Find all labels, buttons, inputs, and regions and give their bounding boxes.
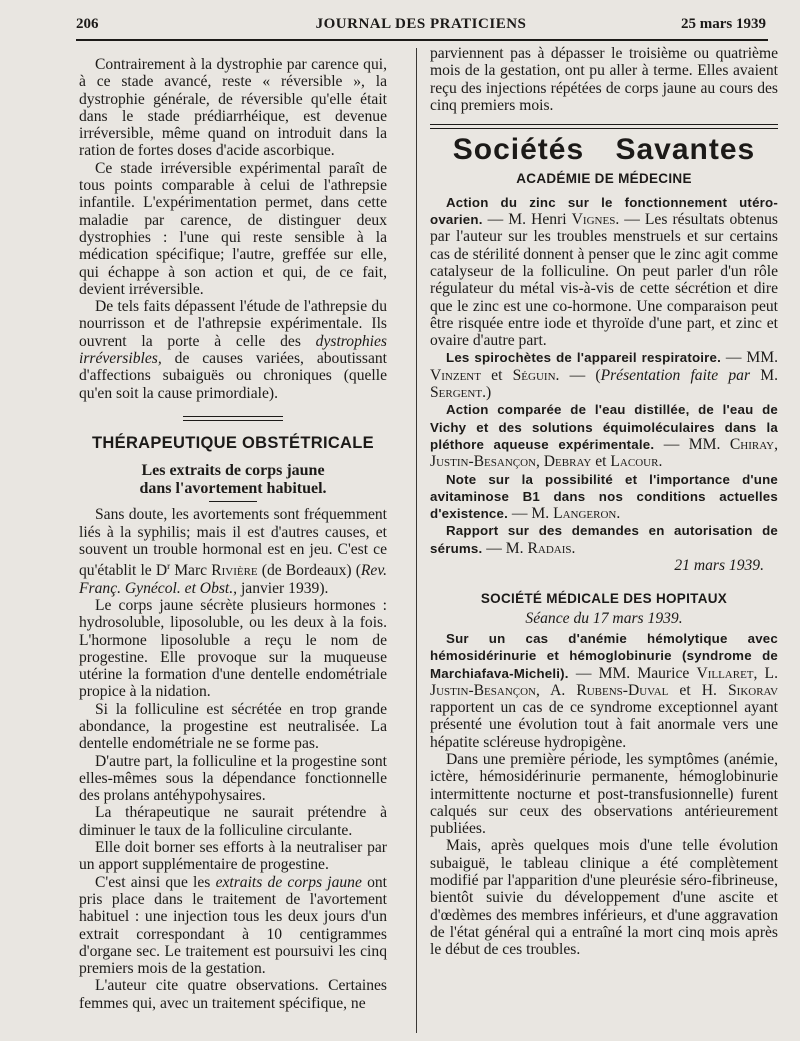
section-banner-title: Sociétés Savantes <box>452 133 756 167</box>
title-rule <box>209 501 257 502</box>
header-rule <box>76 39 768 41</box>
italic-run: extraits de corps jaune <box>215 873 362 891</box>
author-name: Radais <box>527 539 572 557</box>
text-run: . <box>658 453 663 471</box>
author-name: Sikorav <box>727 681 779 699</box>
paragraph: Ce stade irréversible expérimental paraît de tous points comparable à celui de l'athrepsie infantile. L'expérimentation permet, dans cette maladie par carence, de distinguer deux dystrophies : l'une qui reste sensible à la médication spécifique; l'autre, greffée sur elle, qui échappe à son action et qui, de ce fait, devient irréversible. <box>79 159 387 298</box>
text-run: ont pris place dans le traitement de l'avortement habituel : une injection tous les deux jours d'un extrait correspondant à 10 centigrammes d'organe sec. Le traitement est poursuivi les cinq premiers mois de la gestation. <box>79 873 388 978</box>
paragraph <box>79 874 387 978</box>
author-name: Vinzent <box>430 366 481 384</box>
paragraph <box>79 298 387 402</box>
column-divider <box>416 48 417 1033</box>
communication-item <box>430 349 778 401</box>
article-title <box>79 462 387 498</box>
paragraph: D'autre part, la folliculine et la progestine sont elles-mêmes sous la dépendance fonctionnelle des prolans antéhypohysaires. <box>79 752 387 805</box>
session-title: Séance du 17 mars 1939. <box>525 609 683 627</box>
section-separator <box>183 416 283 421</box>
text-run: — M. Henri <box>482 211 572 229</box>
society-heading: ACADÉMIE DE MÉDECINE <box>516 171 692 187</box>
text-run: — MM. <box>721 349 778 367</box>
paragraph <box>79 506 387 597</box>
society-heading: SOCIÉTÉ MÉDICALE DES HOPITAUX <box>480 591 728 607</box>
text-run: Sans doute, les avortements sont fréquemment liés à la syphilis; mais il est d'autres causes, et souvent un trouble hormonal est en jeu. C'est ce qu'établit le D <box>79 506 387 580</box>
text-run: et <box>480 366 513 384</box>
italic-run: dystrophies irréversibles, <box>79 332 387 368</box>
text-run: . — Les résultats obtenus par l'auteur sur les troubles menstruels et sur certains cas de stérilité donnent à penser que le zinc agit comme catalyseur de la folliculine. On peut parler d'un rôle régulateur du métal vis-à-vis de cette sécrétion et dire que le zinc est une co-hormone. Une comparaison peut être risquée entre iode et thyroïde d'une part, et zinc et ovaire d'autre part. <box>430 211 778 350</box>
text-run: C'est ainsi que les <box>95 873 216 891</box>
text-run: . <box>571 539 576 557</box>
text-run: — M. <box>482 539 528 557</box>
communication-title: Action comparée de l'eau distillée, de l'eau de Vichy et des solutions équimoléculaires dans la pléthore aqueuse expérimentale. <box>430 402 778 452</box>
communication-item <box>430 471 778 523</box>
communication-title: Les spirochètes de l'appareil respiratoire. <box>446 350 722 366</box>
text-run: (de Bordeaux) ( <box>257 562 361 580</box>
paragraph: Si la folliculine est sécrétée en trop grande abondance, la progestine est neutralisée. La dentelle endométriale ne se forme pas. <box>79 700 387 753</box>
article-title-line: Les extraits de corps jaune <box>141 462 325 480</box>
author-name: Vignes <box>571 211 616 229</box>
author-name: Rivière <box>211 562 258 580</box>
paragraph: Mais, après quelques mois d'une telle évolution subaiguë, le tableau clinique a été complètement modifié par l'apparition d'une pleurésie séro-fibrineuse, bientôt suivie du développement d'une ascite et d'œdèmes des membres inférieurs, et d'une aggravation de l'état général qui a entraîné la mort cinq mois après le début de ces troubles. <box>430 837 778 959</box>
right-column <box>430 45 778 959</box>
text-run: — MM. Maurice <box>568 664 697 682</box>
text-run: janvier 1939). <box>237 579 329 597</box>
text-run: et <box>591 453 611 471</box>
text-run: — M. <box>508 505 554 523</box>
text-run: . <box>616 505 621 523</box>
journal-title: JOURNAL DES PRATICIENS <box>315 16 527 32</box>
communication-item <box>430 401 778 470</box>
communication-title: Rapport sur des demandes en autorisation de sérums. <box>430 523 778 556</box>
paragraph: Dans une première période, les symptômes (anémie, ictère, hémosidérinurie permanente, hémoglobinurie intermittente nocturne et post-transfusionnelle) furent calqués sur ceux des observations antérieurement publiées. <box>430 750 778 838</box>
communication-title: Note sur la possibilité et l'importance d'une avitaminose B1 dans nos conditions actuelles d'existence. <box>430 471 778 522</box>
communication-item <box>430 522 778 557</box>
text-run: . — ( <box>555 366 601 384</box>
author-name: Lacour <box>610 453 659 471</box>
section-separator <box>430 124 778 129</box>
text-run: .) <box>482 384 492 402</box>
communication-item <box>430 630 778 751</box>
left-column <box>79 56 387 1012</box>
superscript: r <box>167 561 171 572</box>
paragraph: parviennent pas à dépasser le troisième ou quatrième mois de la gestation, ont pu aller à terme. Elles avaient reçu des injections répétées de corps jaune au cours des cinq premiers mois. <box>430 45 778 114</box>
running-header <box>76 16 766 38</box>
page-number: 206 <box>76 16 99 32</box>
communication-title: Sur un cas d'anémie hémolytique avec hémosidérinurie et hémoglobinurie (syndrome de Marchiafava-Micheli). <box>430 630 778 681</box>
text-run: M. <box>750 366 778 384</box>
author-name: Langeron <box>553 505 617 523</box>
text-run: De tels faits dépassent l'étude de l'athrepsie du nourrisson et de l'athrepsie expérimentale. Ils ouvrent la porte à celle des <box>79 298 387 350</box>
communication-item <box>430 194 778 350</box>
paragraph: Contrairement à la dystrophie par carence qui, à ce stade avancé, reste « réversible », la dystrophie générale, de réversible qu'elle était dans le stade prédiarrhéique, est devenue irréversible, même quand on introduit dans la ration de fortes doses d'acide ascorbique. <box>79 56 387 160</box>
author-name: Chiray, Justin-Besançon, Debray <box>430 435 778 471</box>
text-run: rapportent un cas de ce syndrome exceptionnel ayant présenté une évolution tout à fait anormale vers une hépatite scléreuse hydropigène. <box>430 699 778 751</box>
journal-citation: Rev. Franç. Gynécol. et Obst., <box>79 562 387 597</box>
paragraph: L'auteur cite quatre observations. Certaines femmes qui, avec un traitement spécifique, ne <box>79 977 387 1012</box>
paragraph: Le corps jaune sécrète plusieurs hormones : hydrosoluble, liposoluble, ou les deux à la fois. L'hormone liposoluble a reçu le nom de progestine. Elle provoque sur la muqueuse utérine la formation d'une dentelle endométriale propice à la nidation. <box>79 596 387 701</box>
text-run: de causes variées, aboutissant d'affections subaiguës ou chroniques (quelle qu'en soit la cause primordiale). <box>79 350 387 402</box>
text-run: Marc <box>170 562 212 580</box>
section-title: THÉRAPEUTIQUE OBSTÉTRICALE <box>92 433 374 452</box>
italic-run: Présentation faite par <box>600 366 751 384</box>
text-run: et H. <box>668 681 728 699</box>
author-name: Sergent <box>430 384 483 402</box>
paragraph: Elle doit borner ses efforts à la neutraliser par un apport supplémentaire de progestine. <box>79 839 387 874</box>
article-title-line: dans l'avortement habituel. <box>139 480 327 498</box>
text-run: — MM. <box>654 435 730 453</box>
author-name: Séguin <box>512 366 556 384</box>
author-name: Villaret, L. Justin-Besançon, A. Rubens-Duval <box>430 664 778 699</box>
paragraph: La thérapeutique ne saurait prétendre à diminuer le taux de la folliculine circulante. <box>79 804 387 839</box>
issue-date: 25 mars 1939 <box>681 16 766 32</box>
communication-title: Action du zinc sur le fonctionnement utéro-ovarien. <box>430 194 778 228</box>
session-date: 21 mars 1939. <box>674 557 764 575</box>
